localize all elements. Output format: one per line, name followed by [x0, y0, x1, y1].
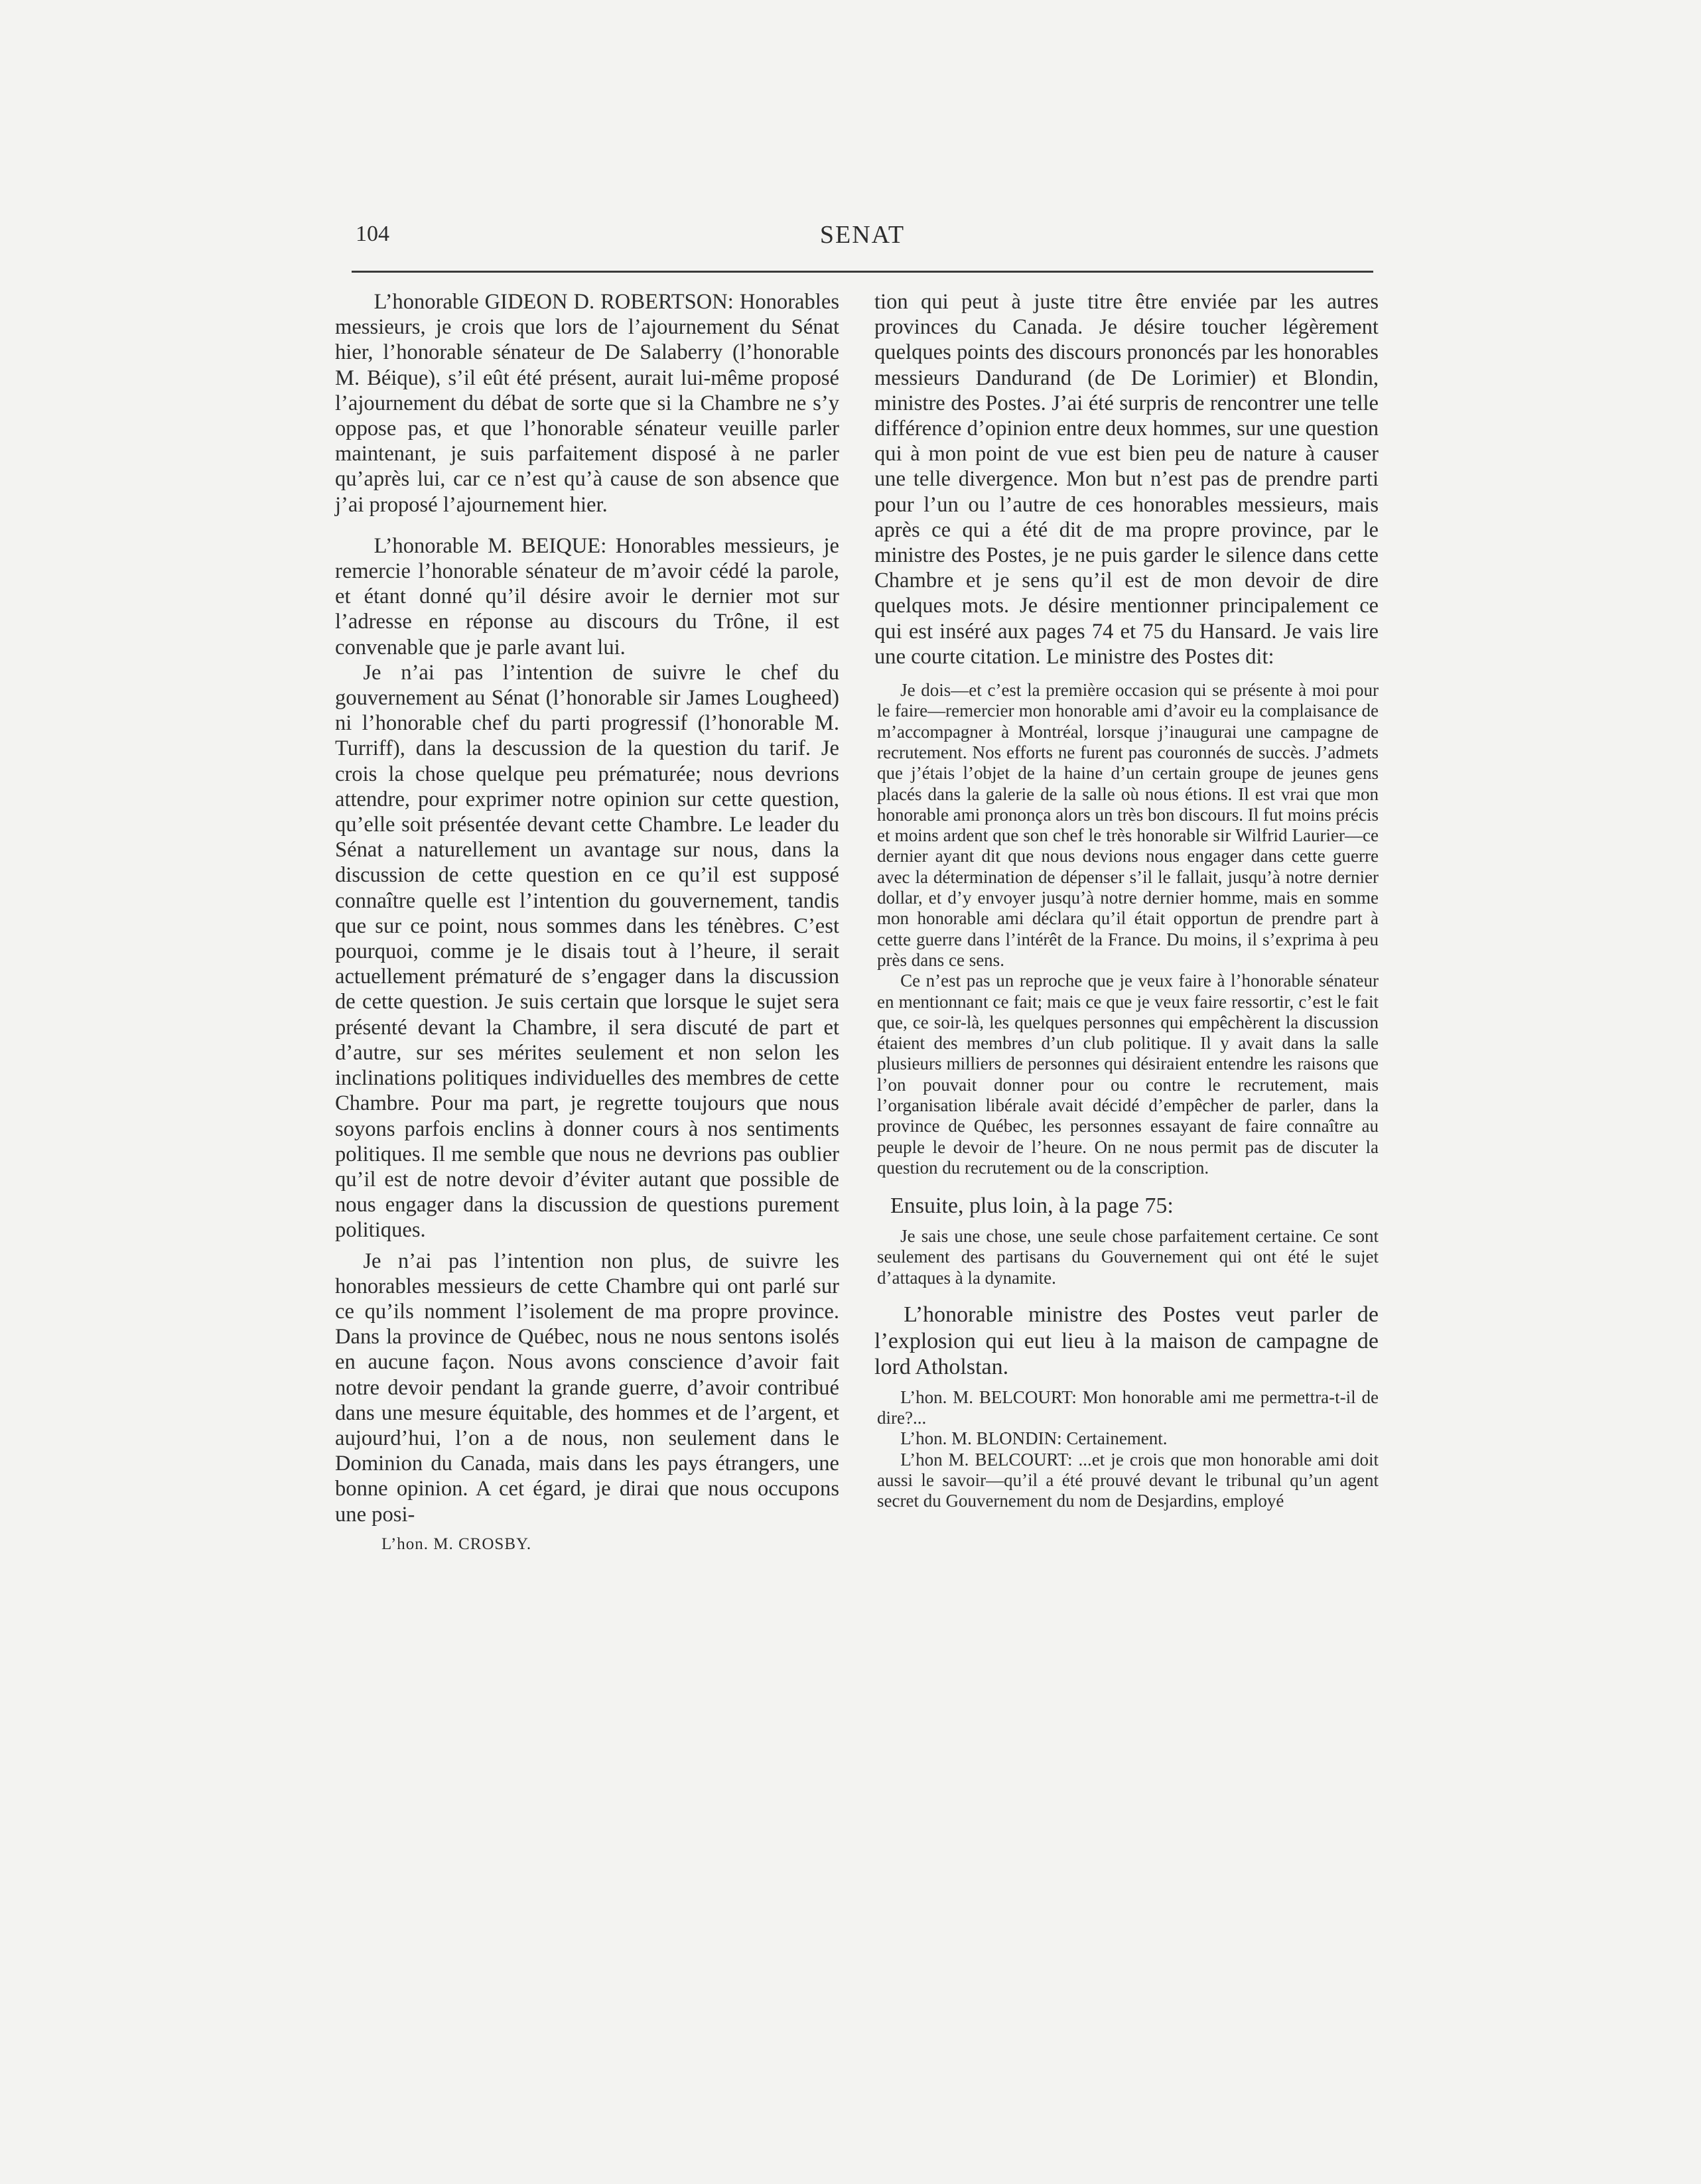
- paragraph: Je n’ai pas l’intention non plus, de suivre les honorables messieurs de cette Chambre qui ont parlé sur ce qu’ils nomment l’isolement de ma propre province. Dans la province de Québec, nous ne nous sentons isolés en aucune façon. Nous avons conscience d’avoir fait notre devoir pendant la grande guerre, d’avoir contribué dans une mesure équitable, des hommes et de l’argent, et aujourd’hui, l’on a de nous, non seulement dans le Dominion du Canada, mais dans les pays étrangers, une bonne opinion. A cet égard, je dirai que nous occupons une posi-: [335, 1249, 839, 1527]
- quotation: Je sais une chose, une seule chose parfaitement certaine. Ce sont seulement des partisans du Gouvernement qui ont été le sujet d’attaques à la dynamite.: [877, 1226, 1379, 1288]
- left-column: [335, 289, 839, 1554]
- paragraph: L’honorable M. BEIQUE: Honorables messieurs, je remercie l’honorable sénateur de m’avoir cédé la parole, et étant donné qu’il désire avoir le dernier mot sur l’adresse en réponse au discours du Trône, il est convenable que je parle avant lui.: [335, 533, 839, 659]
- paragraph: tion qui peut à juste titre être enviée par les autres provinces du Canada. Je désire toucher légèrement quelques points des discours prononcés par les honorables messieurs Dandurand (de De Lorimier) et Blondin, ministre des Postes. J’ai été surpris de rencontrer une telle différence d’opinion entre deux hommes, sur une question qui à mon point de vue est bien peu de nature à causer une telle divergence. Mon but n’est pas de prendre parti pour l’un ou l’autre de ces honorables messieurs, mais après ce qui a été dit de ma propre province, par le ministre des Postes, je ne puis garder le silence dans cette Chambre et je sens qu’il est de mon devoir de dire quelques mots. Je désire mentionner principalement ce qui est inséré aux pages 74 et 75 du Hansard. Je vais lire une courte citation. Le ministre des Postes dit:: [874, 290, 1379, 669]
- paragraph: L’honorable GIDEON D. ROBERTSON: Honorables messieurs, je crois que lors de l’ajournement du Sénat hier, l’honorable sénateur de De Salaberry (l’honorable M. Béique), s’il eût été présent, aurait lui-même proposé l’ajournement du débat de sorte que si la Chambre ne s’y oppose pas, et que l’honorable sénateur veuille parler maintenant, je suis parfaitement disposé à ne parler qu’après lui, car ce n’est qu’à cause de son absence que j’ai proposé l’ajournement hier.: [335, 290, 839, 517]
- subheading: Ensuite, plus loin, à la page 75:: [890, 1194, 1174, 1219]
- quotation: Ce n’est pas un reproche que je veux faire à l’honorable sénateur en mentionnant ce fait; mais ce que je veux faire ressortir, c’est le fait que, ce soir-là, les quelques personnes qui empêchèrent la discussion étaient des membres d’un club politique. Il y avait dans la salle plusieurs milliers de personnes qui désiraient entendre les raisons que l’on pouvait donner pour ou contre le recrutement, mais l’organisation libérale avait décidé d’empêcher de parler, dans la province de Québec, les personnes essayant de faire connaître au peuple le devoir de l’heure. On ne nous permit pas de discuter la question du recrutement ou de la conscription.: [877, 971, 1379, 1178]
- header-rule: [352, 271, 1373, 273]
- quotation: L’hon. M. BELCOURT: Mon honorable ami me permettra-t-il de dire?...: [877, 1387, 1379, 1428]
- subheading-paragraph: L’honorable ministre des Postes veut parler de l’explosion qui eut lieu à la maison de campagne de lord Atholstan.: [874, 1302, 1379, 1380]
- right-column: [874, 289, 1379, 1512]
- page-header: [352, 218, 1373, 257]
- quotation: L’hon M. BELCOURT: ...et je crois que mon honorable ami doit aussi le savoir—qu’il a été prouvé devant le tribunal qu’un agent secret du Gouvernement du nom de Desjardins, employé: [877, 1449, 1379, 1511]
- paragraph: Je n’ai pas l’intention de suivre le chef du gouvernement au Sénat (l’honorable sir James Lougheed) ni l’honorable chef du parti progressif (l’honorable M. Turriff), dans la descussion de la question du tarif. Je crois la chose quelque peu prématurée; nous devrions attendre, pour exprimer notre opinion sur cette question, qu’elle soit présentée devant cette Chambre. Le leader du Sénat a naturellement un avantage sur nous, dans la discussion de cette question en ce qu’il est supposé connaître quelle est l’intention du gouvernement, tandis que sur ce point, nous sommes dans les ténèbres. C’est pourquoi, comme je le disais tout à l’heure, il serait actuellement prématuré de s’engager dans la discussion de cette question. Je suis certain que lorsque le sujet sera présenté devant la Chambre, il sera discuté de part et d’autre, sur ses mérites seulement et non selon les inclinations politiques individuelles des membres de cette Chambre. Pour ma part, je regrette toujours que nous soyons parfois enclins à donner cours à nos sentiments politiques. Il me semble que nous ne devrions pas oublier qu’il est de notre devoir d’éviter autant que possible de nous engager dans la discussion de questions purement politiques.: [335, 660, 839, 1243]
- quotation: Je dois—et c’est la première occasion qui se présente à moi pour le faire—remercier mon honorable ami d’avoir eu la complaisance de m’accompagner à Montréal, lorsque j’inaugurai une campagne de recrutement. Nos efforts ne furent pas couronnés de succès. J’admets que j’étais l’objet de la haine d’un certain groupe de jeunes gens placés dans la galerie de la salle où nous étions. Il est vrai que mon honorable ami prononça alors un très bon discours. Il fut moins précis et moins ardent que son chef le très honorable sir Wilfrid Laurier—ce dernier ayant dit que nous devions nous engager dans cette guerre avec la détermination de dépenser s’il le fallait, jusqu’à notre dernier dollar, et d’y envoyer jusqu’à notre dernier homme, mais en somme mon honorable ami déclara qu’il était opportun de prendre part à cette guerre dans l’intérêt de la France. Du moins, il s’exprima à peu près dans ce sens.: [877, 680, 1379, 970]
- running-title: SENAT: [819, 221, 906, 249]
- speaker-signature: L’hon. M. CROSBY.: [381, 1535, 532, 1553]
- quotation: L’hon. M. BLONDIN: Certainement.: [900, 1428, 1168, 1449]
- page-number: 104: [356, 222, 389, 246]
